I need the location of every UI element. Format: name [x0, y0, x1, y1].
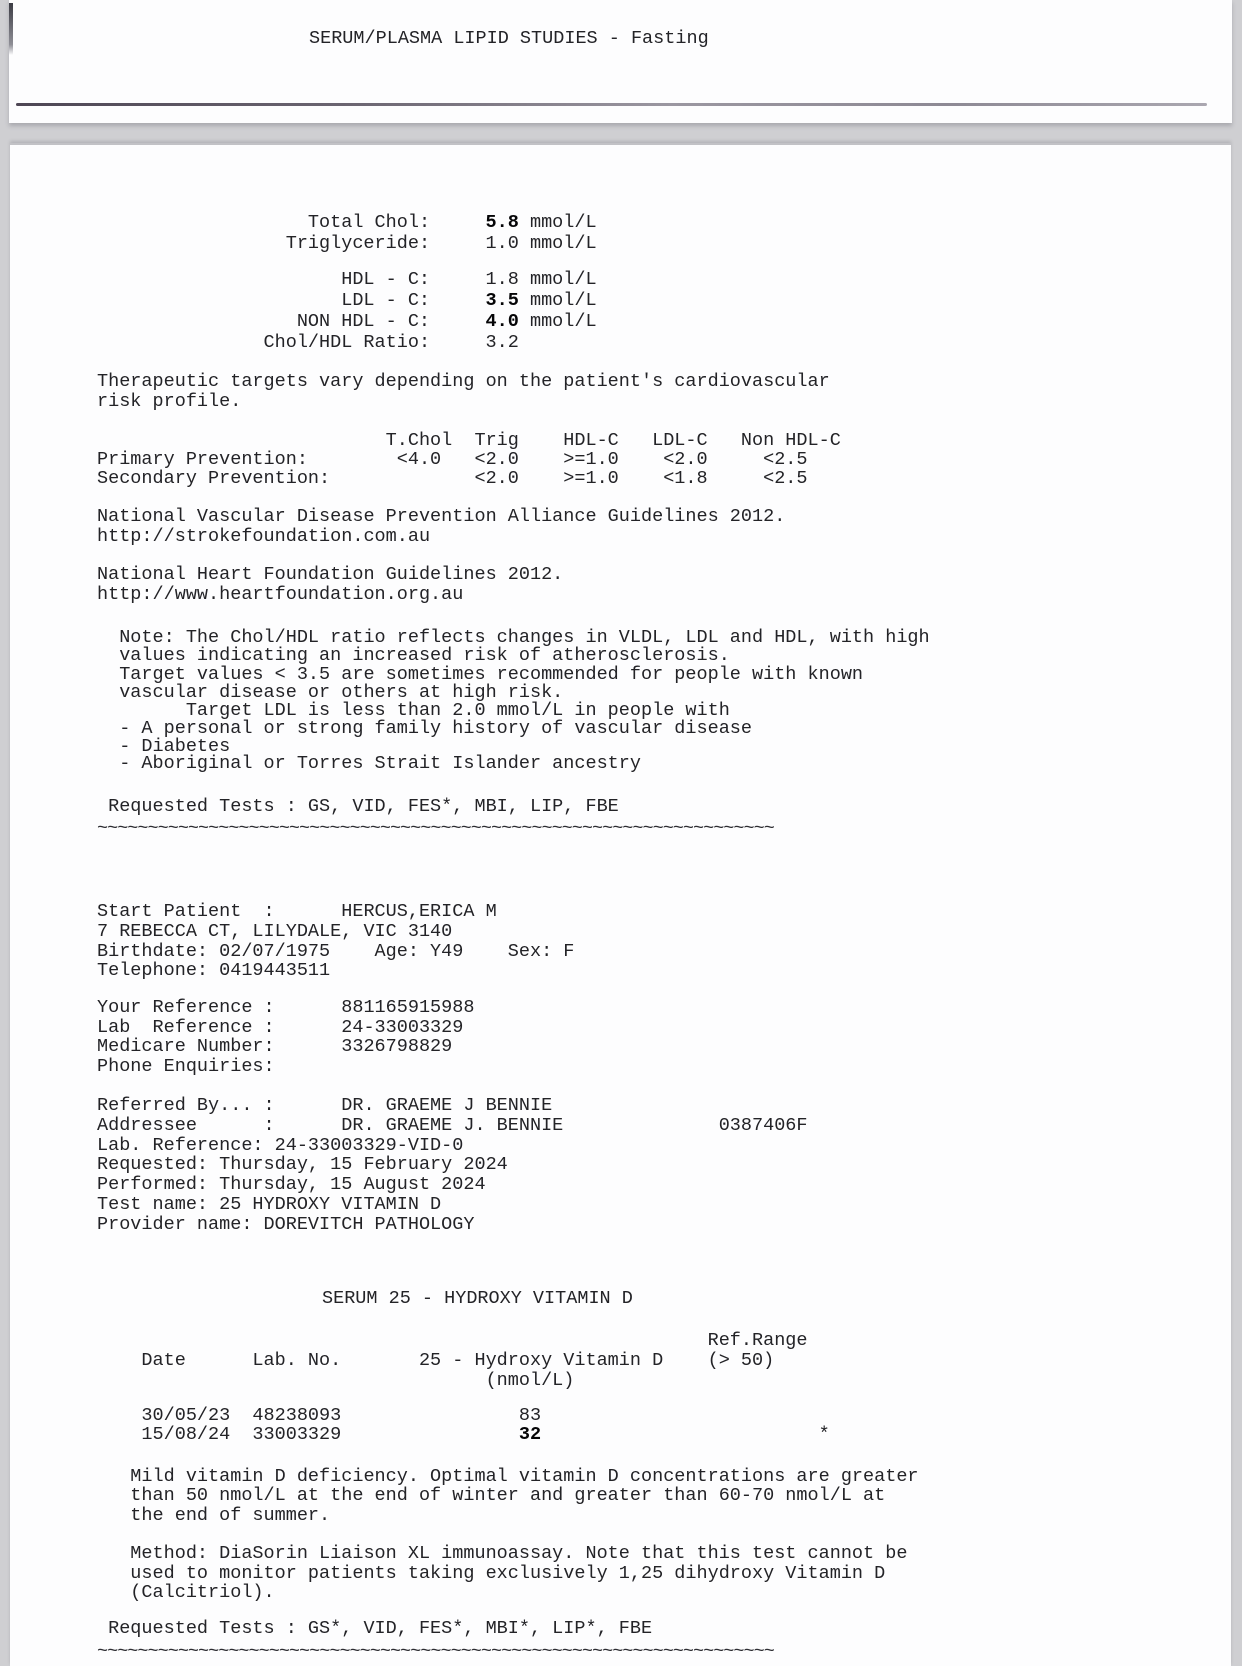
result-value: 5.8 [485, 212, 519, 233]
vitd-comment-line-1: Mild vitamin D deficiency. Optimal vitamin D concentrations are greater [97, 1466, 919, 1487]
row-date-labno: 30/05/23 48238093 [97, 1405, 342, 1426]
patient-birthdate-age-sex-line: Birthdate: 02/07/1975 Age: Y49 Sex: F [97, 941, 575, 962]
ratio-note-line-8: - Aboriginal or Torres Strait Islander ancestry [97, 753, 641, 774]
result-total-chol [97, 212, 597, 233]
test-name-line: Test name: 25 HYDROXY VITAMIN D [97, 1194, 442, 1215]
vitd-result-row-2023 [97, 1405, 819, 1426]
targets-intro-line-1: Therapeutic targets vary depending on the patient's cardiovascular [97, 371, 830, 392]
guideline-nhf: National Heart Foundation Guidelines 2012. [97, 564, 564, 585]
section-divider-squiggle: ~~~~~~~~~~~~~~~~~~~~~~~~~~~~~~~~~~~~~~~~~~~~~~~~~~~~~~~~~~~~~~~~~~~ [97, 818, 774, 839]
targets-intro-line-2: risk profile. [97, 391, 242, 412]
targets-secondary-prevention-row: Secondary Prevention: <2.0 >=1.0 <1.8 <2.5 [97, 468, 808, 489]
vitd-method-line-2: used to monitor patients taking exclusively 1,25 dihydroxy Vitamin D [97, 1563, 886, 1584]
guideline-nvdpa-url: http://strokefoundation.com.au [97, 526, 431, 547]
section-divider-squiggle-bottom: ~~~~~~~~~~~~~~~~~~~~~~~~~~~~~~~~~~~~~~~~~~~~~~~~~~~~~~~~~~~~~~~~~~~ [97, 1641, 774, 1662]
provider-name-line: Provider name: DOREVITCH PATHOLOGY [97, 1214, 475, 1235]
result-triglyceride [97, 233, 597, 254]
patient-address-line: 7 REBECCA CT, LILYDALE, VIC 3140 [97, 921, 453, 942]
vitd-ref-range-header: Ref.Range [97, 1330, 808, 1351]
result-value: 3.2 [485, 332, 519, 353]
row-flag-asterisk: * [818, 1424, 830, 1445]
addressee-line: Addressee : DR. GRAEME J. BENNIE 0387406F [97, 1115, 808, 1136]
lab-reference-line: Lab Reference : 24-33003329 [97, 1017, 464, 1038]
result-non-hdl-c [97, 311, 597, 332]
requested-date-line: Requested: Thursday, 15 February 2024 [97, 1154, 508, 1175]
result-value: 1.0 [485, 233, 519, 254]
result-value: 4.0 [485, 311, 519, 332]
vitamin-d-section-title: SERUM 25 - HYDROXY VITAMIN D [322, 1288, 633, 1309]
patient-telephone-line: Telephone: 0419443511 [97, 960, 331, 981]
row-value: 32 [518, 1424, 542, 1445]
result-unit: mmol/L [518, 233, 597, 254]
vitd-result-row-2024 [97, 1424, 830, 1445]
result-value: 1.8 [485, 269, 519, 290]
vitd-table-header: Date Lab. No. 25 - Hydroxy Vitamin D (> 50) [97, 1350, 775, 1371]
result-unit: mmol/L [518, 212, 597, 233]
phone-enquiries-line: Phone Enquiries: [97, 1056, 275, 1077]
scan-edge-artifact [9, 3, 13, 55]
vitd-comment-line-2: than 50 nmol/L at the end of winter and greater than 60-70 nmol/L at [97, 1485, 886, 1506]
lab-reference-vid-line: Lab. Reference: 24-33003329-VID-0 [97, 1135, 464, 1156]
ratio-note-line-1: Note: The Chol/HDL ratio reflects changes in VLDL, LDL and HDL, with high [97, 627, 930, 648]
vitd-unit-header: (nmol/L) [97, 1370, 575, 1391]
requested-tests-vitd: Requested Tests : GS*, VID, FES*, MBI*, LIP*, FBE [97, 1618, 653, 1639]
medicare-number-line: Medicare Number: 3326798829 [97, 1036, 453, 1057]
row-value: 83 [518, 1405, 542, 1426]
targets-table-header: T.Chol Trig HDL-C LDL-C Non HDL-C [97, 430, 841, 451]
requested-tests-lipid: Requested Tests : GS, VID, FES*, MBI, LIP, FBE [97, 796, 619, 817]
result-hdl-c [97, 269, 597, 290]
ratio-note-line-4: vascular disease or others at high risk. [97, 682, 564, 703]
result-label: Total Chol: [307, 212, 431, 233]
result-unit: mmol/L [518, 290, 597, 311]
result-ldl-c [97, 290, 597, 311]
ratio-note-line-3: Target values < 3.5 are sometimes recommended for people with known [97, 664, 864, 685]
patient-name-line: Start Patient : HERCUS,ERICA M [97, 901, 497, 922]
referred-by-line: Referred By... : DR. GRAEME J BENNIE [97, 1095, 553, 1116]
result-label: Chol/HDL Ratio: [263, 332, 431, 353]
result-unit: mmol/L [518, 269, 597, 290]
vitd-method-line-1: Method: DiaSorin Liaison XL immunoassay. Note that this test cannot be [97, 1543, 908, 1564]
ratio-note-line-6: - A personal or strong family history of vascular disease [97, 718, 753, 739]
targets-primary-prevention-row: Primary Prevention: <4.0 <2.0 >=1.0 <2.0 <2.5 [97, 449, 808, 470]
ratio-note-line-7: - Diabetes [97, 736, 231, 757]
report-title: SERUM/PLASMA LIPID STUDIES - Fasting [309, 28, 709, 49]
performed-date-line: Performed: Thursday, 15 August 2024 [97, 1174, 486, 1195]
result-unit: mmol/L [518, 311, 597, 332]
result-label: HDL - C: [341, 269, 431, 290]
ratio-note-line-5: Target LDL is less than 2.0 mmol/L in people with [97, 700, 730, 721]
result-value: 3.5 [485, 290, 519, 311]
ratio-note-line-2: values indicating an increased risk of atherosclerosis. [97, 645, 730, 666]
vitd-comment-line-3: the end of summer. [97, 1505, 331, 1526]
result-label: LDL - C: [341, 290, 431, 311]
guideline-nhf-url: http://www.heartfoundation.org.au [97, 584, 464, 605]
result-label: NON HDL - C: [296, 311, 431, 332]
result-label: Triglyceride: [285, 233, 431, 254]
your-reference-line: Your Reference : 881165915988 [97, 997, 475, 1018]
guideline-nvdpa: National Vascular Disease Prevention Alliance Guidelines 2012. [97, 506, 786, 527]
header-divider-rule [16, 103, 1207, 106]
result-chol-hdl-ratio [97, 332, 519, 353]
row-date-labno: 15/08/24 33003329 [97, 1424, 342, 1445]
vitd-method-line-3: (Calcitriol). [97, 1582, 275, 1603]
